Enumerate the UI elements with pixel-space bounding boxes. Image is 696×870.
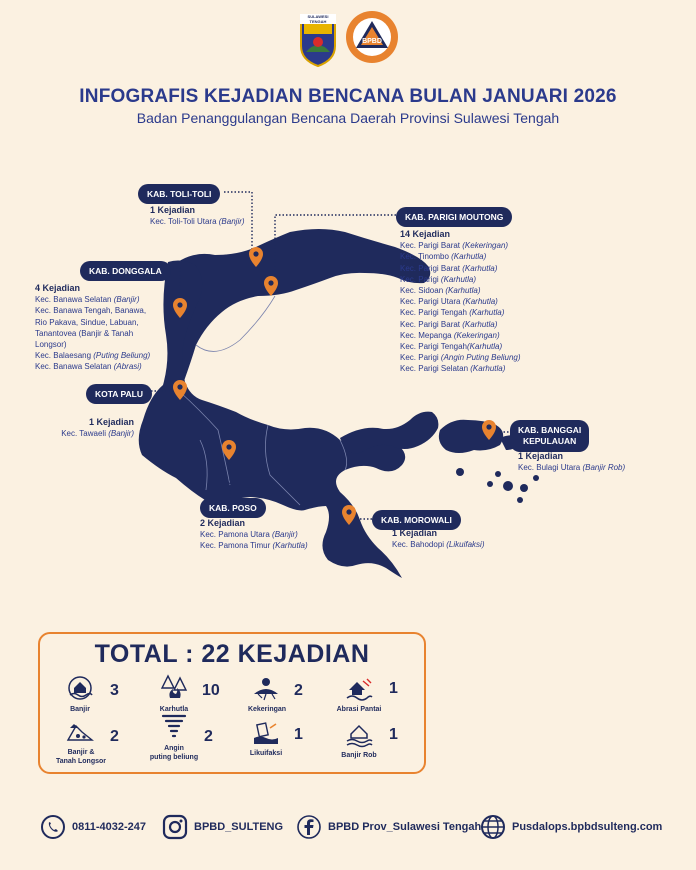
detail-line: Kec. Tawaeli (Banjir): [61, 429, 134, 439]
stat-label-karhutla: Karhutla: [159, 706, 189, 713]
footer-facebook[interactable]: [296, 812, 481, 842]
lines-tolitoli: [150, 216, 245, 227]
count-tolitoli: 1 Kejadian: [150, 205, 196, 215]
detail-line: Kec. Pamona Timur (Karhutla): [200, 541, 308, 551]
abrasion-icon: [345, 676, 373, 702]
tag-kota-palu: KOTA PALU: [86, 384, 152, 404]
detail-line: Kec. Parigi (Angin Puting Beliung): [400, 353, 521, 363]
stat-label-puting-beliung-2: puting beliung: [149, 754, 199, 761]
detail-line: Kec. Mepanga (Kekeringan): [400, 330, 500, 340]
count-banggai: 1 Kejadian: [518, 451, 564, 461]
stat-label-banjir-longsor: [52, 748, 110, 766]
count-donggala: 4 Kejadian: [35, 283, 81, 293]
tag-donggala: KAB. DONGGALA: [80, 261, 171, 281]
stat-label-banjir: Banjir: [70, 706, 90, 713]
info-parigi-moutong: [400, 229, 521, 375]
detail-line: Tanantovea (Banjir & Tanah: [35, 328, 134, 338]
detail-line: Kec. Banawa Tengah, Banawa,: [35, 306, 147, 316]
detail-line: Rio Pakava, Sindue, Labuan,: [35, 317, 139, 327]
stat-label-banjir-rob: Banjir Rob: [341, 752, 377, 759]
footer-phone-text: 0811-4032-247: [72, 821, 147, 833]
detail-line: Kec. Toli-Toli Utara (Banjir): [150, 217, 245, 227]
stat-label-banjir-longsor-1: Banjir &: [67, 749, 95, 756]
detail-line: Kec. Parigi Utara (Karhutla): [400, 297, 498, 307]
footer-website-text: Pusdalops.bpbdsulteng.com: [512, 821, 663, 833]
count-parigi: 14 Kejadian: [400, 229, 451, 239]
lines-palu: [56, 428, 134, 439]
lines-donggala: [35, 294, 150, 372]
detail-line: Kec. Banawa Selatan (Banjir): [35, 295, 140, 305]
landslide-icon: [66, 718, 94, 744]
instagram-icon: [162, 814, 188, 840]
lines-poso: [200, 529, 308, 551]
tag-banggai-line-2: KEPULAUAN: [522, 436, 577, 446]
svg-text:BPBD: BPBD: [362, 38, 382, 45]
detail-line: Kec. Balaesang (Puting Beliung): [35, 351, 151, 361]
stat-value-kekeringan: 2: [294, 682, 303, 699]
count-palu: 1 Kejadian: [88, 417, 134, 427]
detail-line: Longsor): [35, 340, 67, 350]
detail-line: Kec. Parigi Barat (Karhutla): [400, 319, 498, 329]
page-title: INFOGRAFIS KEJADIAN BENCANA BULAN JANUARI 2026: [79, 86, 617, 107]
count-morowali: 1 Kejadian: [392, 528, 438, 538]
lines-morowali: [392, 539, 485, 550]
detail-line: Kec. Parigi (Karhutla): [400, 274, 477, 284]
facebook-icon: [296, 814, 322, 840]
total-summary-box: [38, 632, 426, 774]
detail-line: Kec. Bahodopi (Likuifaksi): [392, 540, 485, 550]
detail-line: Kec. Parigi Selatan (Karhutla): [400, 364, 506, 374]
stat-value-banjir-rob: 1: [389, 726, 398, 743]
stat-label-puting-beliung: [146, 744, 202, 762]
detail-line: Kec. Bulagi Utara (Banjir Rob): [518, 463, 626, 473]
tag-banggai-kepulauan: [510, 420, 589, 452]
stat-label-puting-beliung-1: Angin: [164, 745, 184, 752]
count-poso: 2 Kejadian: [200, 518, 246, 528]
page-subtitle: Badan Penanggulangan Bencana Daerah Provinsi Sulawesi Tengah: [136, 110, 560, 126]
footer-facebook-text: BPBD Prov_Sulawesi Tengah: [328, 821, 482, 833]
contact-footer: [0, 812, 696, 842]
detail-line: Kec. Pamona Utara (Banjir): [200, 530, 298, 540]
flood-icon: [66, 676, 94, 702]
tag-tolitoli: KAB. TOLI-TOLI: [138, 184, 220, 204]
detail-line: Kec. Banawa Selatan (Abrasi): [35, 362, 142, 372]
footer-phone[interactable]: [40, 812, 146, 842]
tag-morowali: KAB. MOROWALI: [372, 510, 461, 530]
detail-line: Kec. Parigi Tengah(Karhutla): [400, 342, 503, 352]
stat-label-kekeringan: Kekeringan: [247, 706, 287, 713]
whatsapp-icon: [40, 814, 66, 840]
info-poso: [200, 518, 308, 552]
total-title: TOTAL : 22 KEJADIAN: [94, 640, 370, 668]
info-tolitoli: [150, 205, 245, 227]
stat-value-banjir: 3: [110, 682, 119, 699]
info-morowali: [392, 528, 485, 550]
stat-value-abrasi: 1: [389, 680, 398, 697]
info-kota-palu: [56, 417, 134, 439]
lines-parigi: [400, 240, 521, 374]
stat-label-banjir-longsor-2: Tanah Longsor: [55, 758, 107, 765]
tornado-icon: [160, 712, 188, 738]
tag-parigi-moutong: KAB. PARIGI MOUTONG: [396, 207, 512, 227]
tag-banggai-line-1: KAB. BANGGAI: [518, 425, 582, 435]
stat-value-puting-beliung: 2: [204, 728, 213, 745]
info-banggai: [518, 451, 625, 473]
stat-value-karhutla: 10: [202, 682, 220, 699]
detail-line: Kec. Sidoan (Karhutla): [400, 286, 481, 296]
globe-icon: [480, 814, 506, 840]
map-northern-arm: [170, 229, 430, 392]
tag-poso: KAB. POSO: [200, 498, 266, 518]
detail-line: Kec. Parigi Tengah (Karhutla): [400, 308, 505, 318]
stat-value-banjir-longsor: 2: [110, 728, 119, 745]
detail-line: Kec. Parigi Barat (Kekeringan): [400, 241, 509, 251]
liquefaction-icon: [252, 720, 280, 746]
stat-value-likuifaksi: 1: [294, 726, 303, 743]
info-donggala: [35, 283, 150, 373]
tidal-flood-icon: [345, 722, 373, 748]
detail-line: Kec. Parigi Barat (Karhutla): [400, 263, 498, 273]
footer-instagram[interactable]: [162, 812, 283, 842]
detail-line: Kec. Tinombo (Karhutla): [400, 252, 487, 262]
stat-label-abrasi: Abrasi Pantai: [336, 706, 382, 713]
stat-label-likuifaksi: Likuifaksi: [249, 750, 283, 757]
forest-fire-icon: [160, 674, 188, 700]
drought-icon: [252, 676, 280, 702]
footer-instagram-text: BPBD_SULTENG: [194, 821, 284, 833]
footer-website[interactable]: [480, 812, 662, 842]
lines-banggai: [518, 462, 625, 473]
sulteng-logo-text: SULAWESI TENGAH: [300, 14, 336, 24]
